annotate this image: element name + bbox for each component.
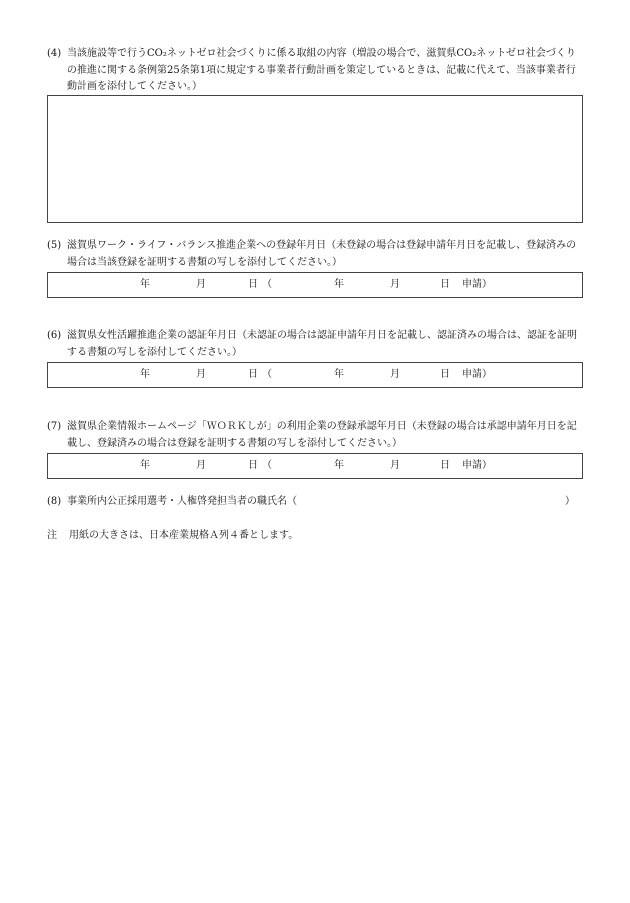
- day-label: 日: [248, 459, 258, 471]
- note-text: 用紙の大きさは、日本産業規格Ａ列４番とします。: [69, 530, 299, 541]
- apply-year-label: 年: [334, 368, 344, 380]
- apply-year-label: 年: [334, 459, 344, 471]
- open-paren: （: [262, 278, 272, 290]
- apply-year-label: 年: [334, 278, 344, 290]
- date-row: [48, 273, 582, 297]
- open-paren: （: [262, 368, 272, 380]
- section-7-number: (7): [47, 421, 62, 432]
- section-7: [47, 419, 585, 452]
- section-5: [47, 238, 585, 271]
- section-5-number: (5): [47, 240, 62, 251]
- section-6-text: 滋賀県女性活躍推進企業の認証年月日（未認証の場合は認証申請年月日を記載し、認証済みの場合は、認証を証明する書類の写しを添付してください。）: [67, 330, 577, 358]
- month-label: 月: [196, 368, 206, 380]
- section-5-text: 滋賀県ワーク・ライフ・バランス推進企業への登録年月日（未登録の場合は登録申請年月日を記載し、登録済みの場合は当該登録を証明する書類の写しを添付してください。）: [67, 240, 577, 268]
- apply-month-label: 月: [390, 368, 400, 380]
- section-8-number: (8): [47, 496, 62, 507]
- date-row: [48, 363, 582, 387]
- day-label: 日: [248, 368, 258, 380]
- section-8-text: 事業所内公正採用選考・人権啓発担当者の職氏名（: [67, 496, 297, 507]
- month-label: 月: [196, 459, 206, 471]
- apply-label: 申請）: [462, 368, 492, 380]
- day-label: 日: [248, 278, 258, 290]
- section-4-number: (4): [47, 48, 62, 59]
- section-8: [47, 494, 585, 512]
- section-7-text: 滋賀県企業情報ホームページ「ＷＯＲＫしが」の利用企業の登録承認年月日（未登録の場合は承認申請年月日を記載し、登録済みの場合は登録を証明する書類の写しを添付してください。）: [67, 421, 577, 449]
- date-row: [48, 454, 582, 478]
- section-6-number: (6): [47, 330, 62, 341]
- section-8-close-paren: ）: [565, 496, 575, 507]
- month-label: 月: [196, 278, 206, 290]
- section-6: [47, 328, 585, 361]
- section-7-date-box[interactable]: [47, 453, 583, 479]
- section-4-text: 当該施設等で行うCO₂ネットゼロ社会づくりに係る取組の内容（増設の場合で、滋賀県CO₂ネットゼロ社会づくりの推進に関する条例第25条第1項に規定する事業者行動計画を策定しているときは、記載に代えて、当該事業者行動計画を添付してください。）: [67, 48, 576, 92]
- year-label: 年: [140, 459, 150, 471]
- section-4: [47, 46, 585, 96]
- apply-label: 申請）: [462, 459, 492, 471]
- apply-month-label: 月: [390, 459, 400, 471]
- year-label: 年: [140, 368, 150, 380]
- apply-day-label: 日: [440, 278, 450, 290]
- open-paren: （: [262, 459, 272, 471]
- section-4-input-box[interactable]: [47, 95, 583, 223]
- apply-label: 申請）: [462, 278, 492, 290]
- apply-day-label: 日: [440, 459, 450, 471]
- apply-month-label: 月: [390, 278, 400, 290]
- section-5-date-box[interactable]: [47, 272, 583, 298]
- section-6-date-box[interactable]: [47, 362, 583, 388]
- footnote: [47, 528, 310, 545]
- apply-day-label: 日: [440, 368, 450, 380]
- note-label: 注: [47, 530, 57, 541]
- year-label: 年: [140, 278, 150, 290]
